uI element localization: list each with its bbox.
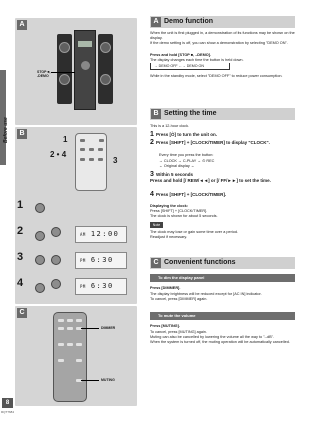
figure-panel-a	[15, 18, 137, 125]
dim-press: Press [DIMMER].	[150, 286, 181, 290]
remote-button	[58, 359, 64, 362]
figure-column	[15, 18, 137, 406]
time-step-2-sub: Every time you press the button:	[159, 153, 214, 157]
remote-button	[76, 359, 82, 362]
demo-press-hold-sub: The display changes each time the button is held down.	[150, 58, 244, 62]
time-step-3: 3 Within 5 seconds Press and hold [/ REW/◄◄] or [/ FF/►►] to set the time.	[150, 171, 271, 183]
time-step-2-flow: → CLOCK → C-PLAY → ⊙ REC ← Original display ←	[159, 159, 215, 168]
callout-line	[81, 328, 99, 329]
step-number: 4	[17, 277, 24, 289]
remote-button	[98, 158, 103, 161]
remote-button	[89, 158, 94, 161]
section-letter: A	[151, 17, 161, 27]
time-digits: 6:30	[90, 256, 114, 264]
page-number: 8	[2, 398, 13, 408]
section-letter: C	[151, 258, 161, 268]
demo-standby: While in the standby mode, select "DEMO OFF" to reduce power consumption.	[150, 74, 283, 78]
step-row-1	[15, 197, 137, 221]
remote-button	[99, 139, 104, 142]
time-digits: 12:00	[90, 230, 120, 238]
dim-subheader: To dim the display panel	[150, 274, 295, 282]
remote-illustration	[53, 312, 87, 402]
ampm-indicator: AM	[80, 232, 86, 237]
remote-button	[67, 319, 73, 322]
remote-button	[58, 319, 64, 322]
time-step-1: 1 Press [Ò] to turn the unit on.	[150, 131, 217, 138]
shift-button-icon	[35, 283, 45, 293]
remote-button	[67, 327, 73, 330]
speaker-cone	[100, 42, 111, 53]
section-title: Setting the time	[164, 110, 217, 117]
step-row-4	[15, 275, 137, 299]
dim-text: The display brightness will be reduced except for [AC IN] indicator. To cancel, press [DIMMER] again.	[150, 292, 262, 301]
step-row-3	[15, 249, 137, 273]
step-row-2	[15, 223, 137, 247]
clock-display	[75, 252, 127, 269]
remote-button	[80, 158, 85, 161]
section-label: Before use	[3, 117, 9, 143]
section-header-convenient	[150, 257, 295, 269]
demo-flow: → DEMO OFF ←→ DEMO ON	[150, 63, 230, 70]
section-header-time	[150, 108, 295, 120]
figure-panel-c	[15, 306, 137, 406]
ff-button-icon	[51, 255, 61, 265]
ampm-indicator: PM	[80, 258, 86, 263]
remote-button	[98, 148, 103, 151]
mute-press: Press [MUTING].	[150, 324, 180, 328]
remote-illustration	[75, 133, 107, 191]
step-number: 3	[17, 251, 24, 263]
panel-letter-b: B	[17, 129, 27, 139]
remote-button	[67, 343, 73, 346]
section-title: Demo function	[164, 18, 213, 25]
rew-button-icon	[35, 255, 45, 265]
volume-knob	[81, 61, 90, 70]
panel-letter-a: A	[17, 20, 27, 30]
clock-timer-button-icon	[51, 227, 61, 237]
note-text: The clock may lose or gain some time over a period. Readjust if necessary.	[150, 230, 238, 239]
clock-timer-button-icon	[51, 279, 61, 289]
callout-2-4: 2 • 4	[50, 150, 67, 159]
ampm-indicator: PM	[80, 284, 86, 289]
side-tab	[0, 0, 13, 425]
time-step-4: 4 Press [SHIFT] + [CLOCK/TIMER].	[150, 191, 227, 198]
remote-button	[76, 343, 82, 346]
right-speaker	[98, 34, 113, 104]
speaker-cone	[59, 42, 70, 53]
remote-button	[58, 343, 64, 346]
clock-display	[75, 226, 127, 243]
step-number: 2	[17, 225, 24, 237]
unit-display	[78, 41, 92, 47]
mute-text: To cancel, press [MUTING] again. Muting can also be cancelled by lowering the volume all the way to "--dB". When the system is turned off, the muting operation will be automatically cancelled.	[150, 330, 290, 344]
main-unit	[74, 30, 96, 110]
time-digits: 6:30	[90, 282, 114, 290]
remote-button	[89, 148, 94, 151]
display-clock-head: Displaying the clock:	[150, 204, 188, 208]
figure-panel-b	[15, 127, 137, 304]
demo-intro: When the unit is first plugged in, a demonstration of its functions may be shown on the display. If the demo setting is off, you can show a demonstration by selecting "DEMO ON".	[150, 31, 295, 45]
dimmer-callout: DIMMER	[101, 326, 116, 330]
stop-demo-callout: STOP ■, -DEMO	[37, 70, 51, 78]
remote-button	[80, 139, 85, 142]
section-letter: B	[151, 109, 161, 119]
callout-line	[81, 380, 99, 381]
demo-press-hold: Press and hold [STOP ■, –DEMO].	[150, 53, 212, 57]
section-header-demo	[150, 16, 295, 28]
power-button-icon	[35, 203, 45, 213]
remote-button	[76, 319, 82, 322]
remote-button	[80, 148, 85, 151]
time-step-2: 2 Press [SHIFT] + [CLOCK/TIMER] to display "CLOCK".	[150, 139, 270, 146]
remote-button	[58, 327, 64, 330]
clock-display	[75, 278, 127, 295]
speaker-cone	[100, 74, 111, 85]
shift-button-icon	[35, 231, 45, 241]
display-clock-text: Press [SHIFT] + [CLOCK/TIMER]. The clock is shown for about 5 seconds.	[150, 209, 218, 218]
muting-callout: MUTING	[101, 378, 115, 382]
mute-subheader: To mute the volume	[150, 312, 295, 320]
callout-3: 3	[113, 156, 118, 165]
step-number: 1	[17, 199, 24, 211]
callout-1: 1	[63, 135, 68, 144]
panel-letter-c: C	[17, 308, 27, 318]
section-title: Convenient functions	[164, 259, 236, 266]
note-label: Note	[150, 222, 163, 228]
speaker-cone	[59, 74, 70, 85]
left-speaker	[57, 34, 72, 104]
doc-code: RQT7684	[1, 410, 15, 414]
time-intro: This is a 12-hour clock.	[150, 124, 190, 128]
callout-line	[51, 72, 75, 73]
